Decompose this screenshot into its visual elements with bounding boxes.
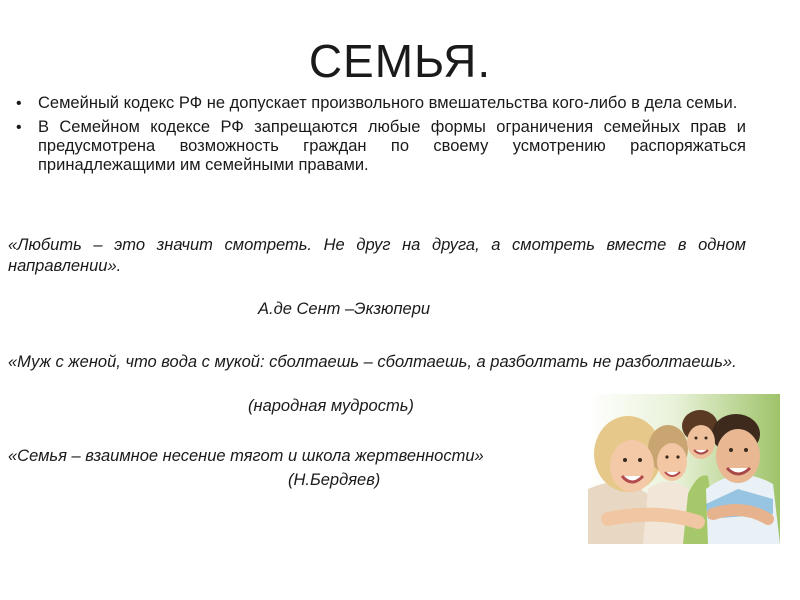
bullet-icon: • <box>16 119 22 136</box>
bullet-text: В Семейном кодексе РФ запрещаются любые формы ограничения семейных прав и предусмотрена возможность граждан по своему усмотрению распоряжаться принадлежащими им семейными правами. <box>38 118 746 174</box>
quote-exupery: «Любить – это значит смотреть. Не друг на друга, а смотреть вместе в одном направлении». <box>8 236 746 275</box>
family-photo <box>588 394 780 544</box>
quote-berdyaev: «Семья – взаимное несение тягот и школа жертвенности» <box>8 447 484 465</box>
quote-author-berdyaev: (Н.Бердяев) <box>288 471 381 489</box>
slide-title: СЕМЬЯ. <box>308 35 492 87</box>
bullet-icon: • <box>16 95 22 112</box>
quote-author-folk: (народная мудрость) <box>248 397 414 415</box>
bullet-list <box>16 94 746 180</box>
family-photo-icon <box>588 394 780 544</box>
quote-folk: «Муж с женой, что вода с мукой: сболтаешь – сболтаешь, а разболтать не разболтаешь». <box>8 353 737 371</box>
quote-author-exupery: А.де Сент –Экзюпери <box>258 300 431 318</box>
bullet-text: Семейный кодекс РФ не допускает произвольного вмешательства кого-либо в дела семьи. <box>38 94 738 112</box>
bullet-item <box>16 94 746 113</box>
bullet-item <box>16 118 746 175</box>
